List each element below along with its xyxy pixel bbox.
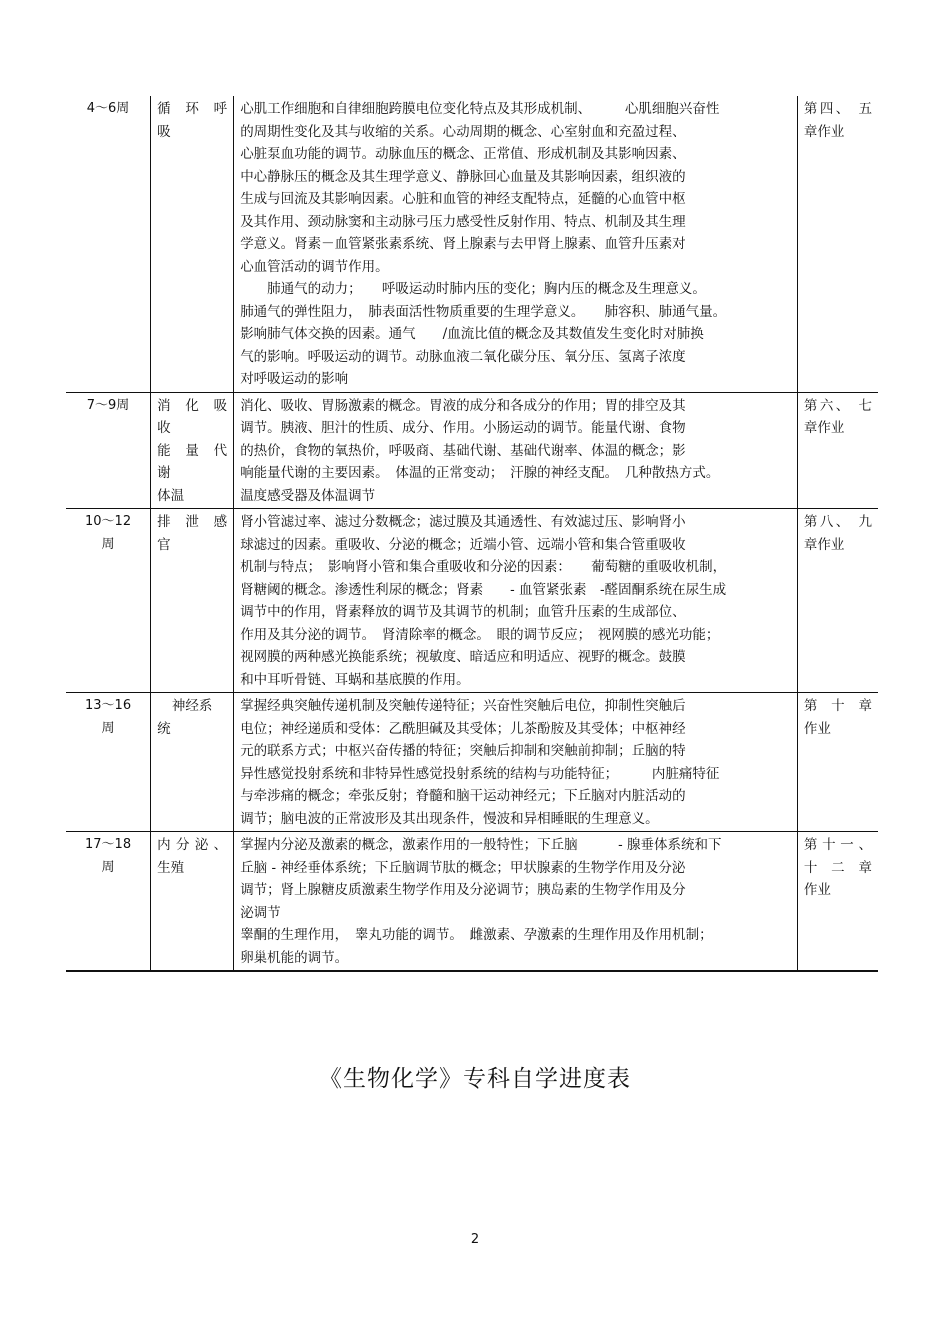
homework-cell: [797, 693, 878, 832]
content-cell-line: 影响肺气体交换的因素。通气 /血流比值的概念及其数值发生变化时对肺换: [240, 326, 704, 342]
topic-cell-line: 生殖: [157, 859, 185, 876]
schedule-row: [66, 693, 878, 832]
content-cell: [234, 693, 798, 832]
homework-cell-line: 第八、 九: [803, 514, 872, 530]
schedule-row: [66, 832, 878, 972]
content-cell-line: 作用及其分泌的调节。 肾清除率的概念。 眼的调节反应； 视网膜的感光功能；: [240, 626, 720, 643]
content-cell-line: 掌握经典突触传递机制及突触传递特征；兴奋性突触后电位，抑制性突触后: [240, 698, 686, 714]
content-cell-line: 的热价，食物的氧热价，呼吸商、基础代谢、基础代谢率、体温的概念；影: [240, 442, 686, 459]
topic-cell-line: 排 泄 感: [157, 514, 228, 530]
topic-cell-line: 内分泌、: [157, 837, 228, 853]
homework-cell-line: 章作业: [803, 536, 845, 553]
homework-cell: [797, 832, 878, 972]
content-cell-line: 中心静脉压的概念及其生理学意义、静脉回心血量及其影响因素，组织液的: [240, 168, 686, 185]
topic-cell-line: 谢: [157, 465, 171, 481]
content-cell-line: 生成与回流及其影响因素。心脏和血管的神经支配特点，延髓的心血管中枢: [240, 191, 686, 207]
content-cell-line: 调节中的作用，肾素释放的调节及其调节的机制；血管升压素的生成部位、: [240, 604, 686, 620]
content-cell: [234, 509, 798, 693]
content-cell-line: 学意义。肾素－血管紧张素系统、肾上腺素与去甲肾上腺素、血管升压素对: [240, 236, 686, 252]
content-cell-line: 对呼吸运动的影响: [240, 371, 349, 387]
topic-cell-line: 能 量 代: [157, 442, 228, 459]
content-cell-line: 心血管活动的调节作用。: [240, 258, 389, 275]
page-number: 2: [470, 1232, 480, 1247]
homework-cell-line: 章作业: [803, 123, 845, 140]
week-cell-line: 周: [101, 859, 115, 875]
content-cell-line: 元的联系方式；中枢兴奋传播的特征；突触后抑制和突触前抑制；丘脑的特: [240, 743, 686, 759]
content-cell-line: 与牵涉痛的概念；牵张反射；脊髓和脑干运动神经元；下丘脑对内脏活动的: [240, 788, 686, 804]
homework-cell-line: 第四、 五: [803, 101, 872, 117]
schedule-body: [66, 96, 878, 971]
content-cell-line: 肾小管滤过率、滤过分数概念；滤过膜及其通透性、有效滤过压、影响肾小: [240, 514, 686, 530]
topic-cell-line: 体温: [157, 487, 185, 504]
content-cell-line: 的周期性变化及其与收缩的关系。心动周期的概念、心室射血和充盈过程、: [240, 123, 686, 140]
schedule-row: [66, 392, 878, 509]
homework-cell-line: 十 二 章: [803, 859, 872, 876]
schedule-row: [66, 509, 878, 693]
week-cell-line: 17～18: [85, 837, 132, 852]
week-cell: [66, 509, 151, 693]
topic-cell: [151, 96, 234, 392]
topic-cell-line: 消 化 吸: [157, 397, 228, 414]
week-cell-line: 周: [101, 536, 115, 552]
content-cell-line: 心肌工作细胞和自律细胞跨膜电位变化特点及其形成机制、 心肌细胞兴奋性: [240, 101, 720, 117]
document-title: 《生物化学》专科自学进度表: [319, 1066, 631, 1092]
week-cell-line: 周: [101, 720, 115, 736]
topic-cell-line: 收: [157, 420, 171, 436]
content-cell-line: 肺通气的弹性阻力， 肺表面活性物质重要的生理学意义。 肺容积、肺通气量。: [240, 303, 727, 320]
content-cell-line: 泌调节: [240, 904, 281, 921]
content-cell: [234, 832, 798, 972]
content-cell-line: 卵巢机能的调节。: [240, 949, 349, 966]
content-cell-line: 调节。胰液、胆汁的性质、成分、作用。小肠运动的调节。能量代谢、食物: [240, 420, 686, 436]
homework-cell-line: 作业: [803, 720, 831, 737]
topic-cell: [151, 392, 234, 509]
homework-cell-line: 章作业: [803, 420, 845, 436]
content-cell: [234, 96, 798, 392]
content-cell-line: 及其作用、颈动脉窦和主动脉弓压力感受性反射作用、特点、机制及其生理: [240, 213, 686, 230]
content-cell-line: 响能量代谢的主要因素。 体温的正常变动； 汗腺的神经支配。 几种散热方式。: [240, 465, 720, 481]
content-cell-line: 心脏泵血功能的调节。动脉血压的概念、正常值、形成机制及其影响因素、: [240, 146, 686, 162]
schedule-table: [66, 96, 878, 972]
week-cell-line: 7～9周: [86, 397, 130, 413]
content-cell-line: 机制与特点； 影响肾小管和集合重吸收和分泌的因素： 葡萄糖的重吸收机制，: [240, 559, 727, 575]
topic-cell-line: 官: [157, 536, 171, 553]
topic-cell: [151, 693, 234, 832]
week-cell-line: 13～16: [85, 698, 132, 713]
homework-cell-line: 作业: [803, 882, 831, 898]
homework-cell-line: 第 十 章: [803, 698, 872, 714]
content-cell-line: 掌握内分泌及激素的概念，激素作用的一般特性；下丘脑 - 腺垂体系统和下: [240, 837, 722, 853]
content-cell-line: 睾酮的生理作用， 睾丸功能的调节。 雌激素、孕激素的生理作用及作用机制；: [240, 927, 713, 943]
topic-cell-line: 神经系: [171, 698, 213, 714]
content-cell-line: 调节；脑电波的正常波形及其出现条件，慢波和异相睡眠的生理意义。: [240, 810, 659, 827]
week-cell: [66, 96, 151, 392]
week-cell: [66, 832, 151, 972]
topic-cell-line: 吸: [157, 123, 171, 140]
content-cell-line: 视网膜的两种感光换能系统；视敏度、暗适应和明适应、视野的概念。鼓膜: [240, 649, 686, 665]
topic-cell: [151, 832, 234, 972]
content-cell-line: 球滤过的因素。重吸收、分泌的概念；近端小管、远端小管和集合管重吸收: [240, 536, 686, 553]
content-cell-line: 调节；肾上腺糖皮质激素生物学作用及分泌调节；胰岛素的生物学作用及分: [240, 882, 686, 898]
content-cell-line: 丘脑 - 神经垂体系统；下丘脑调节肽的概念；甲状腺素的生物学作用及分泌: [240, 859, 686, 876]
content-cell-line: 和中耳听骨链、耳蜗和基底膜的作用。: [240, 671, 470, 688]
content-cell-line: 温度感受器及体温调节: [240, 487, 376, 504]
topic-cell-line: 循 环 呼: [157, 101, 228, 117]
content-cell-line: 消化、吸收、胃肠激素的概念。胃液的成分和各成分的作用；胃的排空及其: [240, 397, 686, 414]
homework-cell-line: 第六、 七: [803, 397, 872, 414]
content-cell: [234, 392, 798, 509]
homework-cell: [797, 509, 878, 693]
homework-cell-line: 第十一、: [803, 837, 872, 853]
content-cell-line: 异性感觉投射系统和非特异性感觉投射系统的结构与功能特征； 内脏痛特征: [240, 765, 720, 782]
content-cell-line: 气的影响。呼吸运动的调节。动脉血液二氧化碳分压、氧分压、氢离子浓度: [240, 348, 686, 365]
content-cell-line: 肺通气的动力； 呼吸运动时肺内压的变化；胸内压的概念及生理意义。: [240, 281, 706, 297]
week-cell: [66, 693, 151, 832]
content-cell-line: 肾糖阈的概念。渗透性利尿的概念；肾素 - 血管紧张素 -醛固酮系统在尿生成: [240, 581, 727, 598]
week-cell-line: 10～12: [85, 514, 132, 529]
homework-cell: [797, 392, 878, 509]
topic-cell: [151, 509, 234, 693]
week-cell: [66, 392, 151, 509]
week-cell-line: 4～6周: [86, 101, 130, 116]
homework-cell: [797, 96, 878, 392]
content-cell-line: 电位；神经递质和受体：乙酰胆碱及其受体；儿茶酚胺及其受体；中枢神经: [240, 720, 686, 737]
topic-cell-line: 统: [157, 720, 171, 737]
schedule-row: [66, 96, 878, 392]
